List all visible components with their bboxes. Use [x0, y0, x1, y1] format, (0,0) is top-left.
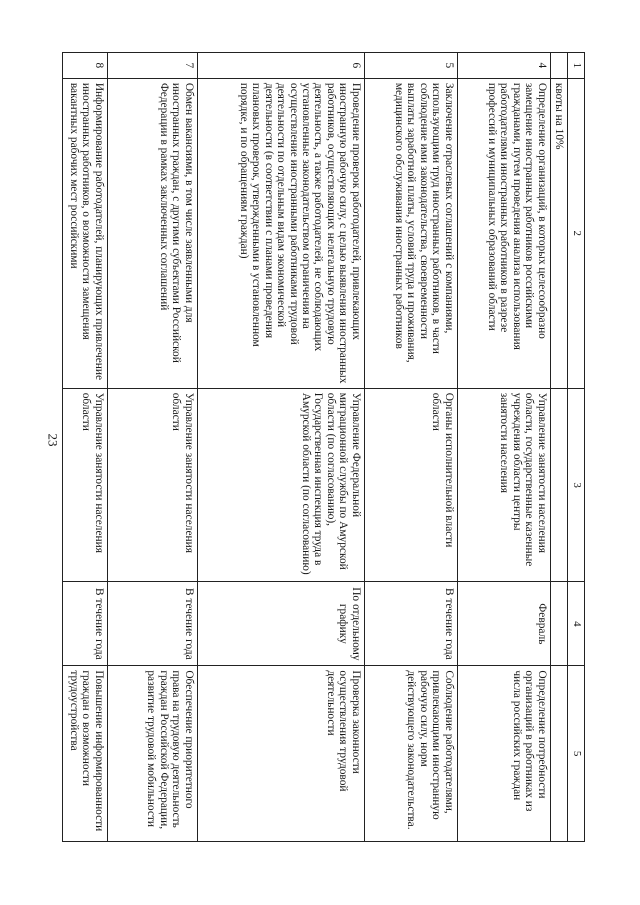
result-cell: Соблюдение работодателями, привлекающими иностранную рабочую силу, норм действующего законодательства.: [364, 666, 457, 842]
row-number: 7: [107, 53, 197, 79]
measure-cell: Обмен вакансиями, в том числе заявленными для иностранных граждан, с другими субъектами Российской Федерации в рамках заключенных соглашений: [107, 78, 197, 388]
table-row: [457, 53, 550, 842]
table-cell: [550, 666, 567, 842]
column-number-row: [568, 53, 585, 842]
term-cell: Февраль: [457, 582, 550, 666]
column-number: 4: [568, 582, 585, 666]
row-number: 5: [364, 53, 457, 79]
page-number: 23: [45, 433, 61, 447]
table-row: [364, 53, 457, 842]
measures-table: [62, 52, 585, 842]
row-number: 6: [197, 53, 364, 79]
result-cell: Проверка законности осуществления трудовой деятельности: [197, 666, 364, 842]
column-number: 1: [568, 53, 585, 79]
measure-cell: Проведение проверок работодателей, привлекающих иностранную рабочую силу, с целью выявления иностранных работников, осуществляющих нелегальную трудовую деятельность, а также работодателей, не соблюдающих установленные законодательством ограничения на осуществление иностранными работниками трудовой деятельности по отдельным видам экономической деятельности (в соответствии с планами проведения плановых проверок, утвержденными в установленном порядке, и по обращениям граждан): [197, 78, 364, 388]
measure-cell: Определение организаций, в которых целесообразно замещение иностранных работников российскими гражданами, путем проведения анализа использования работодателями иностранных работников в разрезе профессий и муниципальных образований области: [457, 78, 550, 388]
rotated-page: [29, 52, 585, 842]
column-number: 3: [568, 388, 585, 582]
row-number: 8: [62, 53, 107, 79]
table-row: [62, 53, 107, 842]
table-cell: [550, 388, 567, 582]
measure-cell: Заключение отраслевых соглашений с компаниями, использующими труд иностранных работников, в части соблюдение ими законодательства, своевременности выплаты заработной платы, условий труда и проживания, медицинского обслуживания иностранных работников: [364, 78, 457, 388]
column-number: 2: [568, 78, 585, 388]
executor-cell: Органы исполнительной власти области: [364, 388, 457, 582]
term-cell: По отдельному графику: [197, 582, 364, 666]
result-cell: Повышение информированности граждан о возможности трудоустройства: [62, 666, 107, 842]
executor-cell: Управление Федеральной миграционной службы по Амурской области (по согласованию), Государственная инспекция труда в Амурской области (по согласованию): [197, 388, 364, 582]
quota-row: [550, 53, 567, 842]
row-number: 4: [457, 53, 550, 79]
term-cell: В течение года: [107, 582, 197, 666]
term-cell: В течение года: [364, 582, 457, 666]
executor-cell: Управление занятости населения области, государственные казенные учреждения области центры занятости населения: [457, 388, 550, 582]
table-row: [107, 53, 197, 842]
column-number: 5: [568, 666, 585, 842]
executor-cell: Управление занятости населения области: [107, 388, 197, 582]
term-cell: В течение года: [62, 582, 107, 666]
result-cell: Обеспечение приоритетного права на трудовую деятельность граждан Российской Федерации, развитие трудовой мобильности: [107, 666, 197, 842]
measure-cell: Информирование работодателей, планирующих привлечение иностранных работников, о возможности замещения вакантных рабочих мест российскими: [62, 78, 107, 388]
quota-text: квоты на 10%: [550, 78, 567, 388]
table-row: [197, 53, 364, 842]
table-cell: [550, 582, 567, 666]
table-cell: [550, 53, 567, 79]
result-cell: Определение потребности организаций в работниках из числа российских граждан: [457, 666, 550, 842]
executor-cell: Управление занятости населения области: [62, 388, 107, 582]
